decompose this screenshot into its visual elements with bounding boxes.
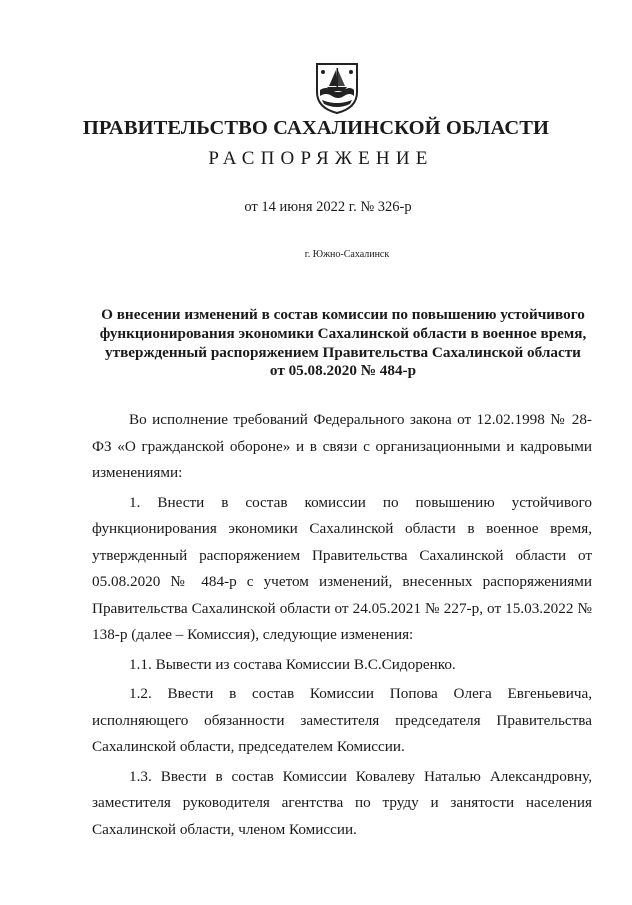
title-line: О внесении изменений в состав комиссии по повышению устойчивого: [101, 306, 585, 323]
document-city: г. Южно-Сахалинск: [304, 249, 390, 260]
body-paragraph: 1.2. Ввести в состав Комиссии Попова Олега Евгеньевича, исполняющего обязанности заместителя председателя Правительства Сахалинской области, председателем Комиссии.: [92, 685, 592, 755]
title-line: функционирования экономики Сахалинской области в военное время,: [99, 324, 587, 342]
government-name: ПРАВИТЕЛЬСТВО САХАЛИНСКОЙ ОБЛАСТИ: [82, 117, 550, 139]
document-type: РАСПОРЯЖЕНИЕ: [208, 148, 434, 169]
document-title: [96, 306, 590, 381]
sakhalin-coat-of-arms-icon: [314, 60, 360, 114]
title-line: утвержденный распоряжением Правительства Сахалинской области: [105, 343, 581, 361]
body-paragraph: 1.1. Вывести из состава Комиссии В.С.Сидоренко.: [129, 655, 456, 673]
body-paragraph: Во исполнение требований Федерального закона от 12.02.1998 № 28-ФЗ «О гражданской обороне» и в связи с организационными и кадровыми изменениями:: [92, 411, 592, 481]
document-body: [92, 407, 592, 843]
title-line: от 05.08.2020 № 484-р: [269, 362, 417, 380]
document-date-number: от 14 июня 2022 г. № 326-р: [244, 199, 412, 215]
body-paragraph: 1. Внести в состав комиссии по повышению устойчивого функционирования экономики Сахалинской области в военное время, утвержденный распоряжением Правительства Сахалинской области от 05.08.2020 № 484-р с учетом изменений, внесенных распоряжениями Правительства Сахалинской области от 24.05.2021 № 227-р, от 15.03.2022 № 138-р (далее – Комиссия), следующие изменения:: [92, 493, 592, 643]
body-paragraph: 1.3. Ввести в состав Комиссии Ковалеву Наталью Александровну, заместителя руководителя агентства по труду и занятости населения Сахалинской области, членом Комиссии.: [92, 767, 592, 838]
